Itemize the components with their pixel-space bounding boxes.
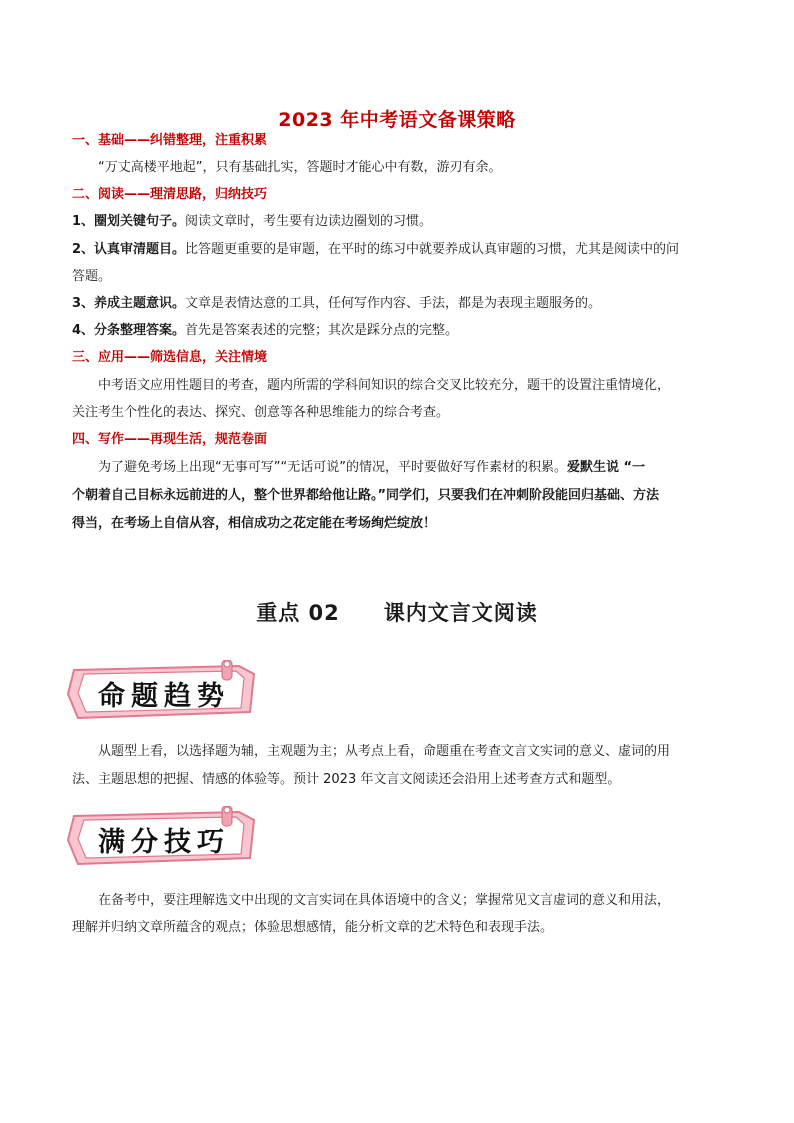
- section-4-normal: 为了避免考场上出现“无事可写”“无话可说”的情况，平时要做好写作素材的积累。: [98, 460, 567, 475]
- document-title: 2023 年中考语文备课策略: [278, 109, 516, 131]
- banner-trend-label: 命题趋势: [98, 681, 230, 712]
- reading-tip-2-cont: 答题。: [72, 269, 112, 284]
- banner-trend: [64, 660, 264, 722]
- section-4-line-3: 得当，在考场上自信从容，相信成功之花定能在考场绚烂绽放！: [72, 516, 437, 531]
- tip-4-text: 首先是答案表述的完整；其次是踩分点的完整。: [185, 323, 459, 338]
- section-3-line-2: 关注考生个性化的表达、探究、创意等各种思维能力的综合考查。: [72, 405, 450, 420]
- tip-1-lead: 1、圈划关键句子。: [72, 214, 186, 229]
- reading-tip-4: [72, 322, 732, 340]
- part-name: 课内文言文阅读: [383, 601, 538, 625]
- reading-tip-1: [72, 213, 732, 231]
- trend-line-2: 法、主题思想的把握、情感的体验等。预计 2023 年文言文阅读还会沿用上述考查方式和题型。: [72, 772, 621, 787]
- reading-tip-2: [72, 241, 732, 259]
- section-4-line-1: [72, 459, 758, 477]
- banner-skills-label: 满分技巧: [98, 827, 230, 858]
- section-4-line-2: 个朝着自己目标永远前进的人，整个世界都给他让路。”同学们，只要我们在冲刺阶段能回归基础、方法: [72, 488, 660, 503]
- tip-3-lead: 3、养成主题意识。: [72, 296, 186, 311]
- section-2-heading: 二、阅读——理清思路，归纳技巧: [72, 187, 268, 202]
- section-4-quote-start: 爱默生说 “一: [566, 460, 646, 475]
- tip-2-lead: 2、认真审清题目。: [72, 242, 186, 257]
- tip-4-lead: 4、分条整理答案。: [72, 323, 186, 338]
- part-title: [0, 597, 794, 627]
- section-4-heading: 四、写作——再现生活，规范卷面: [72, 432, 268, 447]
- section-3-heading: 三、应用——筛选信息，关注情境: [72, 350, 268, 365]
- section-1-paragraph: “万丈高楼平地起”，只有基础扎实，答题时才能心中有数，游刃有余。: [98, 160, 502, 175]
- section-1-heading: 一、基础——纠错整理，注重积累: [72, 133, 268, 148]
- tip-3-text: 文章是表情达意的工具，任何写作内容、手法，都是为表现主题服务的。: [185, 296, 602, 311]
- skills-line-1: 在备考中，要注理解选文中出现的文言实词在具体语境中的含义；掌握常见文言虚词的意义和用法，: [98, 893, 671, 908]
- tip-2-text: 比答题更重要的是审题，在平时的练习中就要养成认真审题的习惯，尤其是阅读中的问: [185, 242, 680, 257]
- part-number: 重点 02: [256, 601, 340, 625]
- trend-line-1: 从题型上看，以选择题为辅，主观题为主；从考点上看，命题重在考查文言文实词的意义、虚词的用: [98, 744, 671, 759]
- reading-tip-3: [72, 295, 732, 313]
- skills-line-2: 理解并归纳文章所蕴含的观点；体验思想感情，能分析文章的艺术特色和表现手法。: [72, 920, 554, 935]
- section-3-line-1: 中考语文应用性题目的考查，题内所需的学科间知识的综合交叉比较充分，题干的设置注重情境化，: [98, 378, 671, 393]
- banner-skills: [64, 806, 264, 868]
- tip-1-text: 阅读文章时，考生要有边读边圈划的习惯。: [185, 214, 433, 229]
